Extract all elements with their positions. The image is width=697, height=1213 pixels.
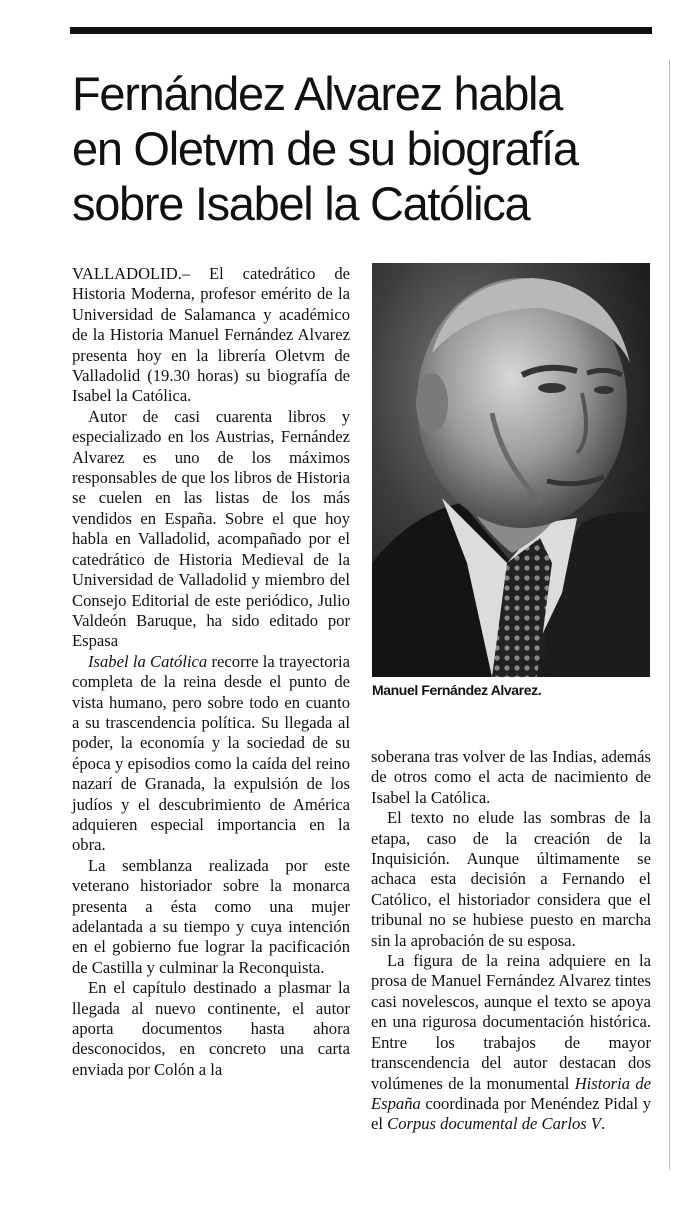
portrait-image <box>372 263 650 677</box>
article-column-right <box>371 747 651 1135</box>
work-title: Historia de España <box>371 1073 651 1113</box>
paragraph-works <box>371 951 651 1135</box>
paragraph-dateline: VALLADOLID.– El catedrático de Historia Moderna, profesor emérito de la Universidad de Salamanca y académico de la Historia Manuel Fernández Alvarez presenta hoy en la librería Oletvm de Valladolid (19.30 horas) su biografía de Isabel la Católica. <box>72 264 350 406</box>
paragraph-text: coordinada por Menéndez Pidal y el <box>371 1093 651 1134</box>
paragraph-author-bio: Autor de casi cuarenta libros y especializado en los Austrias, Fernández Alvarez es uno de los máximos responsables de que los libros de Historia se cuelen en las listas de los más vendidos en España. Sobre el que hoy habla en Valladolid, acompañado por el catedrático de Historia Medieval de la Universidad de Valladolid y miembro del Consejo Editorial de este periódico, Julio Valdeón Baruque, ha sido editado por Espasa <box>72 406 350 651</box>
book-title: Isabel la Católica <box>88 651 208 671</box>
headline-line-1: Fernández Alvarez habla <box>72 67 563 120</box>
paragraph-new-continent: En el capítulo destinado a plasmar la llegada al nuevo continente, el autor aporta documentos hasta ahora desconocidos, en concreto una carta enviada por Colón a la <box>72 978 350 1079</box>
photo-caption: Manuel Fernández Alvarez. <box>372 682 542 698</box>
paragraph-text: La figura de la reina adquiere en la prosa de Manuel Fernández Alvarez tintes casi novelescos, aunque el texto se apoya en una rigurosa documentación histórica. Entre los trabajos de mayor transcendencia del autor destacan dos volúmenes de la monumental <box>371 951 651 1093</box>
paragraph-text: recorre la trayectoria completa de la reina desde el punto de vista humano, pero sobre todo en cuanto a su trascendencia política. Su llegada al poder, la economía y la sociedad de su época y episodios como la caída del reino nazarí de Granada, la expulsión de los judíos y el descubrimiento de América adquieren especial importancia en la obra. <box>72 651 350 855</box>
work-title: Corpus documental de Carlos V <box>387 1114 601 1134</box>
paragraph-text: . <box>601 1114 606 1134</box>
article-headline <box>72 66 662 231</box>
paragraph-portrait: La semblanza realizada por este veterano historiador sobre la monarca presenta a ésta como una mujer adelantada a su tiempo y cuya intención en el gobierno fue lograr la pacificación de Castilla y culminar la Reconquista. <box>72 855 350 977</box>
headline-line-2: en Oletvm de su biografía <box>72 122 578 175</box>
paragraph-continuation: soberana tras volver de las Indias, además de otros como el acta de nacimiento de Isabel la Católica. <box>371 747 651 807</box>
paragraph-inquisition: El texto no elude las sombras de la etapa, caso de la creación de la Inquisición. Aunque últimamente se achaca esta decisión a Fernando el Católico, el historiador considera que el tribunal no se hubiese puesto en marcha sin la aprobación de su esposa. <box>371 808 651 950</box>
author-photo <box>372 263 650 677</box>
page-edge-line <box>669 60 670 1170</box>
paragraph-book-content <box>72 652 350 856</box>
top-rule <box>70 27 652 34</box>
headline-line-3: sobre Isabel la Católica <box>72 177 530 230</box>
article-column-left <box>72 264 350 1080</box>
